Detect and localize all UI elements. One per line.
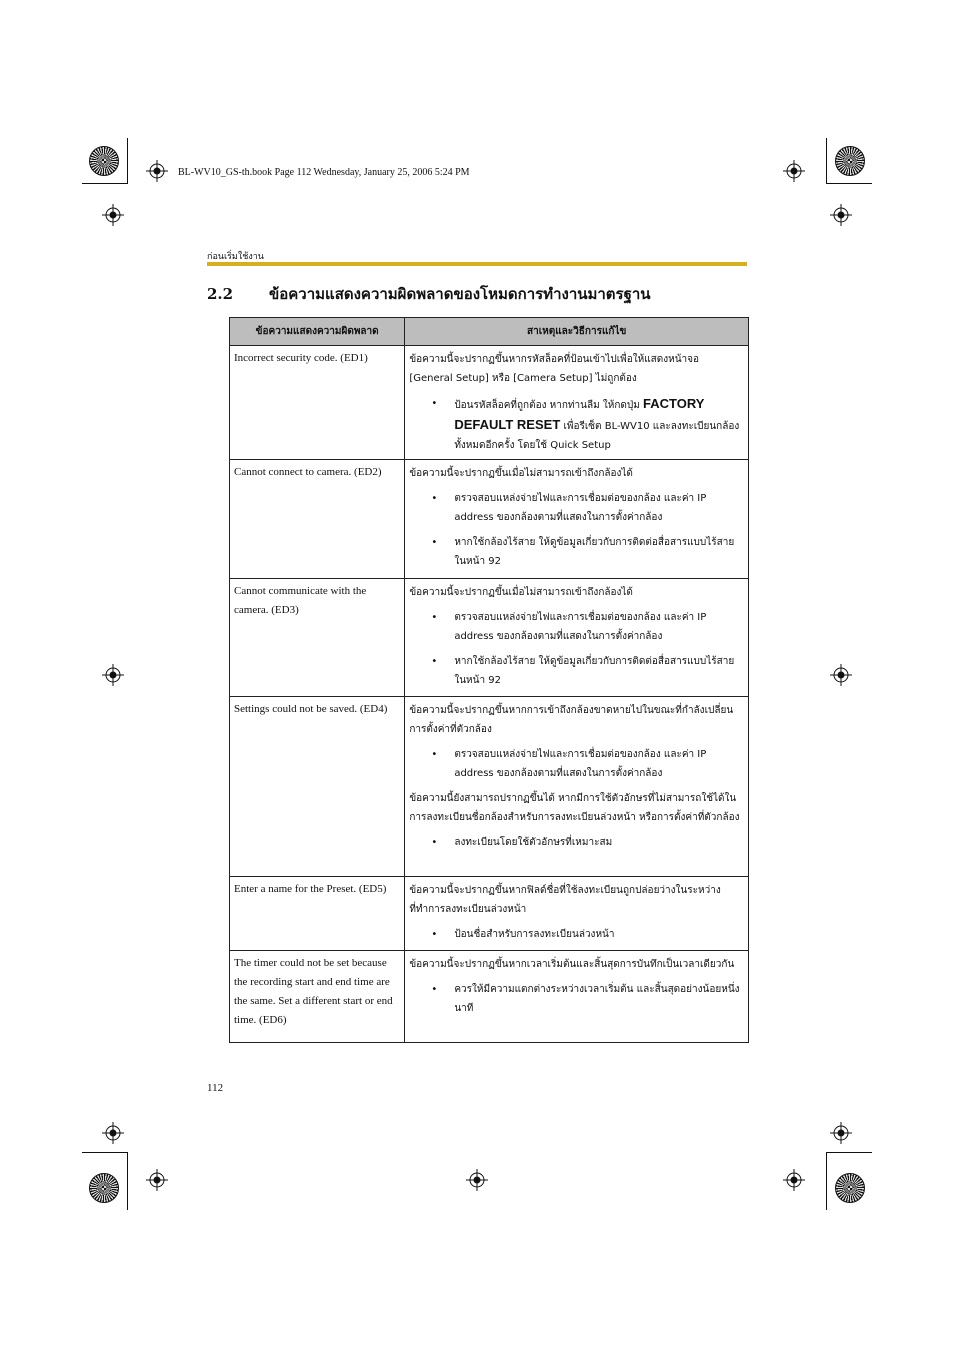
page-number: 112 xyxy=(207,1082,224,1094)
registration-mark-icon xyxy=(102,204,124,226)
remedy-bullet: • ควรให้มีความแตกต่างระหว่างเวลาเริ่มต้น และสิ้นสุดอย่างน้อยหนึ่งนาที xyxy=(409,980,744,1018)
book-header: BL-WV10_GS-th.book Page 112 Wednesday, January 25, 2006 5:24 PM xyxy=(178,167,470,178)
registration-mark-icon xyxy=(466,1169,488,1191)
cause-text-secondary: ข้อความนี้ยังสามารถปรากฏขึ้นได้ หากมีการใช้ตัวอักษรที่ไม่สามารถใช้ได้ในการลงทะเบียนชื่อกล้องสำหรับการลงทะเบียนล่วงหน้า หรือการตั้งค่าที่ตัวกล้อง xyxy=(409,793,740,823)
registration-mark-icon xyxy=(830,664,852,686)
error-message-cell: Enter a name for the Preset. (ED5) xyxy=(230,877,405,951)
error-message-cell: Incorrect security code. (ED1) xyxy=(230,346,405,460)
table-row xyxy=(230,346,749,460)
cause-text: ข้อความนี้จะปรากฏขึ้นหากรหัสล็อคที่ป้อนเข้าไปเพื่อให้แสดงหน้าจอ [General Setup] หรือ [Camera Setup] ไม่ถูกต้อง xyxy=(409,354,700,384)
cause-cell xyxy=(405,877,749,951)
cause-text: ข้อความนี้จะปรากฏขึ้นเมื่อไม่สามารถเข้าถึงกล้องได้ xyxy=(409,587,633,598)
registration-mark-icon xyxy=(783,1169,805,1191)
factory-reset-label: FACTORY DEFAULT RESET xyxy=(454,396,705,432)
sun-target-icon xyxy=(835,146,865,176)
error-message-cell: Cannot connect to camera. (ED2) xyxy=(230,460,405,579)
cause-cell xyxy=(405,951,749,1043)
running-section-label: ก่อนเริ่มใช้งาน xyxy=(207,252,264,262)
header-rule xyxy=(207,262,747,266)
section-heading xyxy=(207,282,651,306)
remedy-bullet: • หากใช้กล้องไร้สาย ให้ดูข้อมูลเกี่ยวกับการติดต่อสื่อสารแบบไร้สายในหน้า 92 xyxy=(409,533,744,571)
section-number: 2.2 xyxy=(207,285,234,303)
cause-cell xyxy=(405,697,749,877)
cause-text: ข้อความนี้จะปรากฏขึ้นหากเวลาเริ่มต้นและสิ้นสุดการบันทึกเป็นเวลาเดียวกัน xyxy=(409,959,735,970)
table-header-row xyxy=(230,318,749,346)
cause-text: ข้อความนี้จะปรากฏขึ้นหากการเข้าถึงกล้องขาดหายไปในขณะที่กำลังเปลี่ยนการตั้งค่าที่ตัวกล้อง xyxy=(409,705,734,735)
sun-target-icon xyxy=(89,1173,119,1203)
registration-mark-icon xyxy=(146,1169,168,1191)
table-row xyxy=(230,579,749,697)
sun-target-icon xyxy=(835,1173,865,1203)
error-message-cell: The timer could not be set because the recording start and end time are the same. Set a different start or end time. (ED6) xyxy=(230,951,405,1043)
remedy-bullet: • หากใช้กล้องไร้สาย ให้ดูข้อมูลเกี่ยวกับการติดต่อสื่อสารแบบไร้สายในหน้า 92 xyxy=(409,652,744,690)
registration-mark-icon xyxy=(783,160,805,182)
column-header-message: ข้อความแสดงความผิดพลาด xyxy=(230,318,405,346)
cause-text: ข้อความนี้จะปรากฏขึ้นเมื่อไม่สามารถเข้าถึงกล้องได้ xyxy=(409,468,633,479)
registration-mark-icon xyxy=(146,160,168,182)
error-message-cell: Settings could not be saved. (ED4) xyxy=(230,697,405,877)
remedy-bullet: • ตรวจสอบแหล่งจ่ายไฟและการเชื่อมต่อของกล้อง และค่า IP address ของกล้องตามที่แสดงในการตั้งค่ากล้อง xyxy=(409,608,744,646)
column-header-cause: สาเหตุและวิธีการแก้ไข xyxy=(405,318,749,346)
registration-mark-icon xyxy=(830,204,852,226)
remedy-bullet: • ลงทะเบียนโดยใช้ตัวอักษรที่เหมาะสม xyxy=(409,833,744,852)
remedy-bullet: • ตรวจสอบแหล่งจ่ายไฟและการเชื่อมต่อของกล้อง และค่า IP address ของกล้องตามที่แสดงในการตั้งค่ากล้อง xyxy=(409,745,744,783)
remedy-bullet: • ป้อนชื่อสำหรับการลงทะเบียนล่วงหน้า xyxy=(409,925,744,944)
table-row xyxy=(230,951,749,1043)
table-row xyxy=(230,697,749,877)
table-row xyxy=(230,877,749,951)
cause-cell xyxy=(405,460,749,579)
table-row xyxy=(230,460,749,579)
registration-mark-icon xyxy=(102,664,124,686)
cause-cell xyxy=(405,346,749,460)
section-title: ข้อความแสดงความผิดพลาดของโหมดการทำงานมาตรฐาน xyxy=(269,285,651,303)
registration-mark-icon xyxy=(830,1122,852,1144)
cause-cell xyxy=(405,579,749,697)
error-message-table xyxy=(229,317,749,1043)
remedy-bullet: • ตรวจสอบแหล่งจ่ายไฟและการเชื่อมต่อของกล้อง และค่า IP address ของกล้องตามที่แสดงในการตั้งค่ากล้อง xyxy=(409,489,744,527)
sun-target-icon xyxy=(89,146,119,176)
error-message-cell: Cannot communicate with the camera. (ED3) xyxy=(230,579,405,697)
remedy-bullet: • ป้อนรหัสล็อคที่ถูกต้อง หากท่านลืม ให้กดปุ่ม FACTORY DEFAULT RESET เพื่อรีเซ็ต BL-WV10 และลงทะเบียนกล้องทั้งหมดอีกครั้ง โดยใช้ Quick Setup xyxy=(409,394,744,455)
registration-mark-icon xyxy=(102,1122,124,1144)
cause-text: ข้อความนี้จะปรากฏขึ้นหากฟิลด์ชื่อที่ใช้ลงทะเบียนถูกปล่อยว่างในระหว่างที่ทำการลงทะเบียนล่วงหน้า xyxy=(409,885,721,915)
